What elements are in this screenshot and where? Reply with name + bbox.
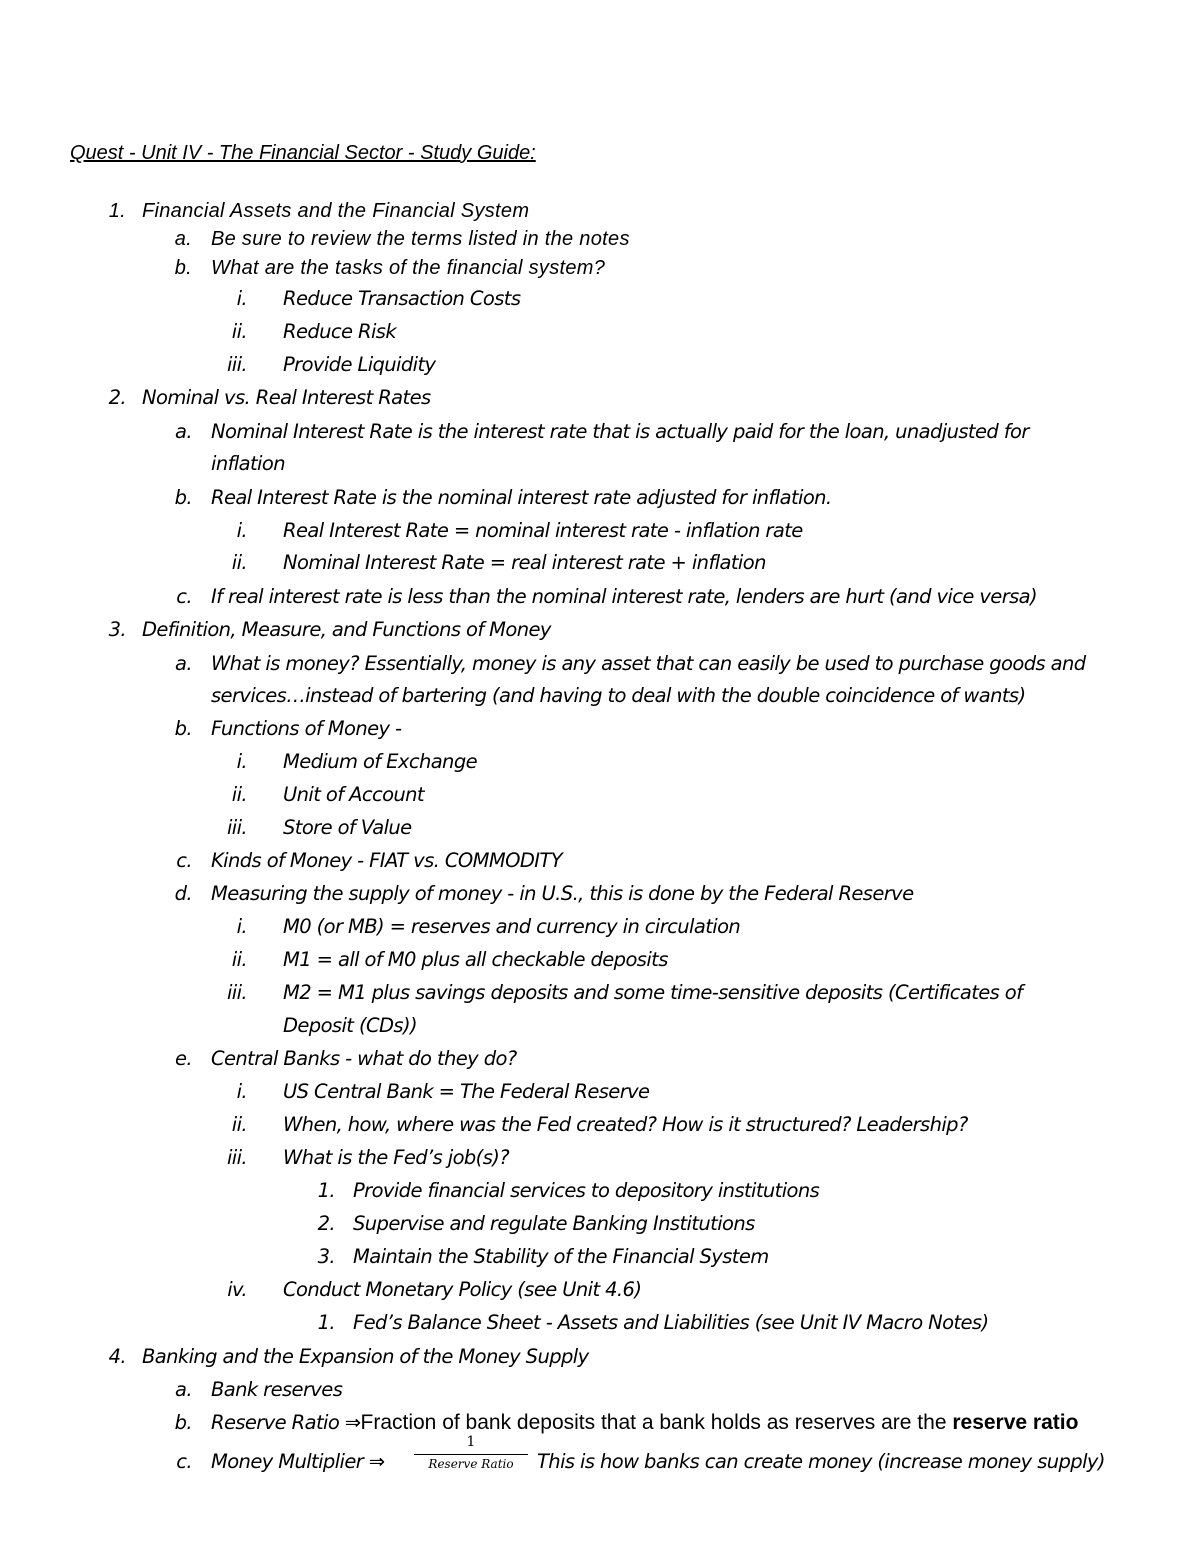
list-item-text: M1 = all of M0 plus all checkable deposits (283, 948, 668, 971)
list-item-text: Unit of Account (283, 783, 424, 806)
list-item-text: Supervise and regulate Banking Institutions (353, 1212, 755, 1235)
list-roman: i. (236, 519, 247, 542)
list-roman: i. (236, 287, 247, 310)
reserve-ratio-term: reserve ratio (952, 1411, 1079, 1434)
list-item-text: Maintain the Stability of the Financial System (353, 1245, 769, 1268)
page-title: Quest - Unit IV - The Financial Sector - Study Guide: (70, 142, 536, 164)
list-number: 3. (108, 618, 126, 641)
list-item-text: Nominal Interest Rate = real interest rate + inflation (283, 551, 766, 574)
list-item-text: inflation (211, 452, 285, 475)
list-number: 3. (317, 1245, 335, 1268)
list-item-text: Nominal Interest Rate is the interest rate that is actually paid for the loan, unadjusted for (211, 420, 1029, 443)
list-letter: b. (174, 717, 192, 740)
list-roman: ii. (231, 320, 247, 343)
list-number: 1. (317, 1179, 335, 1202)
list-item-text (211, 1411, 1078, 1435)
list-item-text: Real Interest Rate is the nominal interest rate adjusted for inflation. (211, 486, 832, 509)
list-letter: a. (175, 420, 192, 443)
money-multiplier-lead: Money Multiplier ⇒ (211, 1450, 385, 1473)
list-item-text: M0 (or MB) = reserves and currency in circulation (283, 915, 741, 938)
list-item-text: Provide financial services to depository institutions (353, 1179, 820, 1202)
fraction-numerator: 1 (466, 1434, 476, 1450)
list-roman: ii. (231, 1113, 247, 1136)
list-number: 2. (108, 386, 126, 409)
list-item-text: What is money? Essentially, money is any asset that can easily be used to purchase goods and (211, 652, 1086, 675)
money-multiplier-fraction (412, 1434, 530, 1482)
list-roman: i. (236, 750, 247, 773)
list-letter: a. (174, 228, 192, 250)
list-roman: ii. (231, 551, 247, 574)
list-roman: i. (236, 1080, 247, 1103)
list-letter: b. (174, 1411, 192, 1434)
list-item-text: Central Banks - what do they do? (211, 1047, 517, 1070)
list-item-text: What are the tasks of the financial system? (211, 257, 606, 279)
list-item-text: This is how banks can create money (increase money supply) (537, 1450, 1105, 1473)
list-letter: b. (174, 257, 192, 279)
list-item-text: Bank reserves (211, 1378, 343, 1401)
list-item-text: What is the Fed’s job(s)? (283, 1146, 510, 1169)
section-heading: Definition, Measure, and Functions of Money (142, 618, 551, 641)
reserve-ratio-lead: Reserve Ratio ⇒ (211, 1411, 361, 1434)
list-roman: ii. (231, 948, 247, 971)
list-roman: iii. (226, 981, 247, 1004)
list-letter: c. (176, 849, 192, 872)
list-item-text: Deposit (CDs)) (283, 1014, 417, 1037)
list-item-text: Real Interest Rate = nominal interest rate - inflation rate (283, 519, 803, 542)
list-letter: c. (176, 585, 192, 608)
list-item-text: When, how, where was the Fed created? How is it structured? Leadership? (283, 1113, 968, 1136)
list-letter: c. (176, 1450, 192, 1473)
list-item-text: M2 = M1 plus savings deposits and some time-sensitive deposits (Certificates of (283, 981, 1023, 1004)
list-roman: ii. (231, 783, 247, 806)
list-number: 1. (108, 200, 126, 222)
fraction-bar (414, 1454, 528, 1455)
list-letter: d. (174, 882, 192, 905)
list-item-text: Medium of Exchange (283, 750, 477, 773)
list-item-text: Provide Liquidity (283, 353, 436, 376)
list-item-text: Kinds of Money - FIAT vs. COMMODITY (211, 849, 563, 872)
list-number: 1. (317, 1311, 335, 1334)
list-item-text: Fed’s Balance Sheet - Assets and Liabilities (see Unit IV Macro Notes) (353, 1311, 989, 1334)
list-letter: a. (175, 1378, 192, 1401)
list-number: 4. (108, 1345, 126, 1368)
list-roman: iii. (226, 816, 247, 839)
list-item-text: Store of Value (283, 816, 412, 839)
list-item-text: Reduce Risk (283, 320, 397, 343)
list-item-text: Measuring the supply of money - in U.S., this is done by the Federal Reserve (211, 882, 914, 905)
list-item-text: US Central Bank = The Federal Reserve (283, 1080, 650, 1103)
list-item-text: services…instead of bartering (and having to deal with the double coincidence of wants) (211, 684, 1026, 707)
list-item-text: Functions of Money - (211, 717, 402, 740)
list-roman: iii. (226, 1146, 247, 1169)
list-letter: a. (175, 652, 192, 675)
list-item-text: Conduct Monetary Policy (see Unit 4.6) (283, 1278, 642, 1301)
list-roman: iv. (227, 1278, 247, 1301)
list-roman: iii. (226, 353, 247, 376)
section-heading: Financial Assets and the Financial System (142, 200, 530, 222)
list-letter: b. (174, 486, 192, 509)
list-item-text: Reduce Transaction Costs (283, 287, 521, 310)
section-heading: Nominal vs. Real Interest Rates (142, 386, 431, 409)
list-item-text: If real interest rate is less than the nominal interest rate, lenders are hurt (and vice versa) (211, 585, 1038, 608)
list-item-text: Be sure to review the terms listed in the notes (211, 228, 630, 250)
list-roman: i. (236, 915, 247, 938)
list-letter: e. (175, 1047, 192, 1070)
section-heading: Banking and the Expansion of the Money Supply (142, 1345, 589, 1368)
fraction-denominator: Reserve Ratio (428, 1457, 514, 1471)
list-number: 2. (317, 1212, 335, 1235)
reserve-ratio-definition: Fraction of bank deposits that a bank holds as reserves are the (360, 1411, 953, 1434)
